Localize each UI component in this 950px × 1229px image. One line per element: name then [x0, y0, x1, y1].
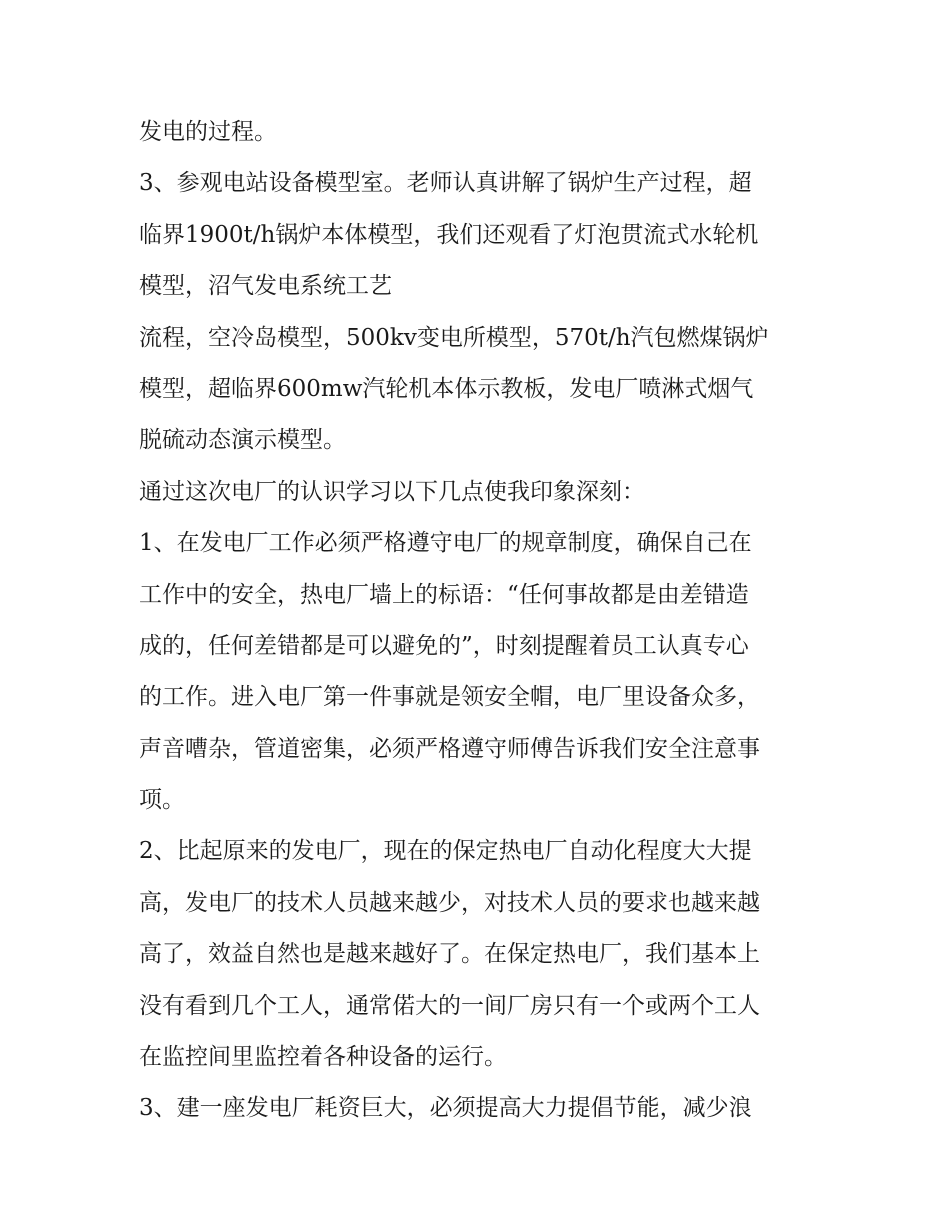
text-line: 流程，空冷岛模型，500kv变电所模型，570t/h汽包燃煤锅炉 — [139, 324, 769, 351]
text-line: 发电的过程。 — [139, 119, 277, 145]
text-line: 没有看到几个工人，通常偌大的一间厂房只有一个或两个工人 — [139, 992, 760, 1019]
text-line: 工作中的安全，热电厂墙上的标语：“任何事故都是由差错造 — [139, 581, 749, 608]
text-line: 3、参观电站设备模型室。老师认真讲解了锅炉生产过程，超 — [139, 170, 752, 197]
text-line: 高了，效益自然也是越来越好了。在保定热电厂，我们基本上 — [139, 941, 760, 968]
text-line: 脱硫动态演示模型。 — [139, 427, 346, 454]
text-line: 模型，超临界600mw汽轮机本体示教板，发电厂喷淋式烟气 — [139, 375, 754, 402]
text-line: 高，发电厂的技术人员越来越少，对技术人员的要求也越来越 — [139, 889, 760, 916]
body-text — [139, 107, 819, 1135]
text-line: 临界1900t/h锅炉本体模型，我们还观看了灯泡贯流式水轮机 — [139, 221, 759, 248]
text-line: 3、建一座发电厂耗资巨大，必须提高大力提倡节能，减少浪 — [139, 1095, 752, 1122]
text-line: 声音嘈杂，管道密集，必须严格遵守师傅告诉我们安全注意事 — [139, 735, 760, 762]
text-line: 模型，沼气发电系统工艺 — [139, 273, 392, 300]
text-line: 在监控间里监控着各种设备的运行。 — [139, 1044, 507, 1071]
text-line: 的工作。进入电厂第一件事就是领安全帽，电厂里设备众多， — [139, 684, 760, 711]
text-line: 成的，任何差错都是可以避免的”，时刻提醒着员工认真专心 — [139, 632, 749, 659]
text-line: 2、比起原来的发电厂，现在的保定热电厂自动化程度大大提 — [139, 838, 752, 865]
text-line: 通过这次电厂的认识学习以下几点使我印象深刻： — [139, 478, 645, 505]
text-line: 项。 — [139, 787, 185, 814]
text-line: 1、在发电厂工作必须严格遵守电厂的规章制度，确保自己在 — [139, 530, 752, 557]
